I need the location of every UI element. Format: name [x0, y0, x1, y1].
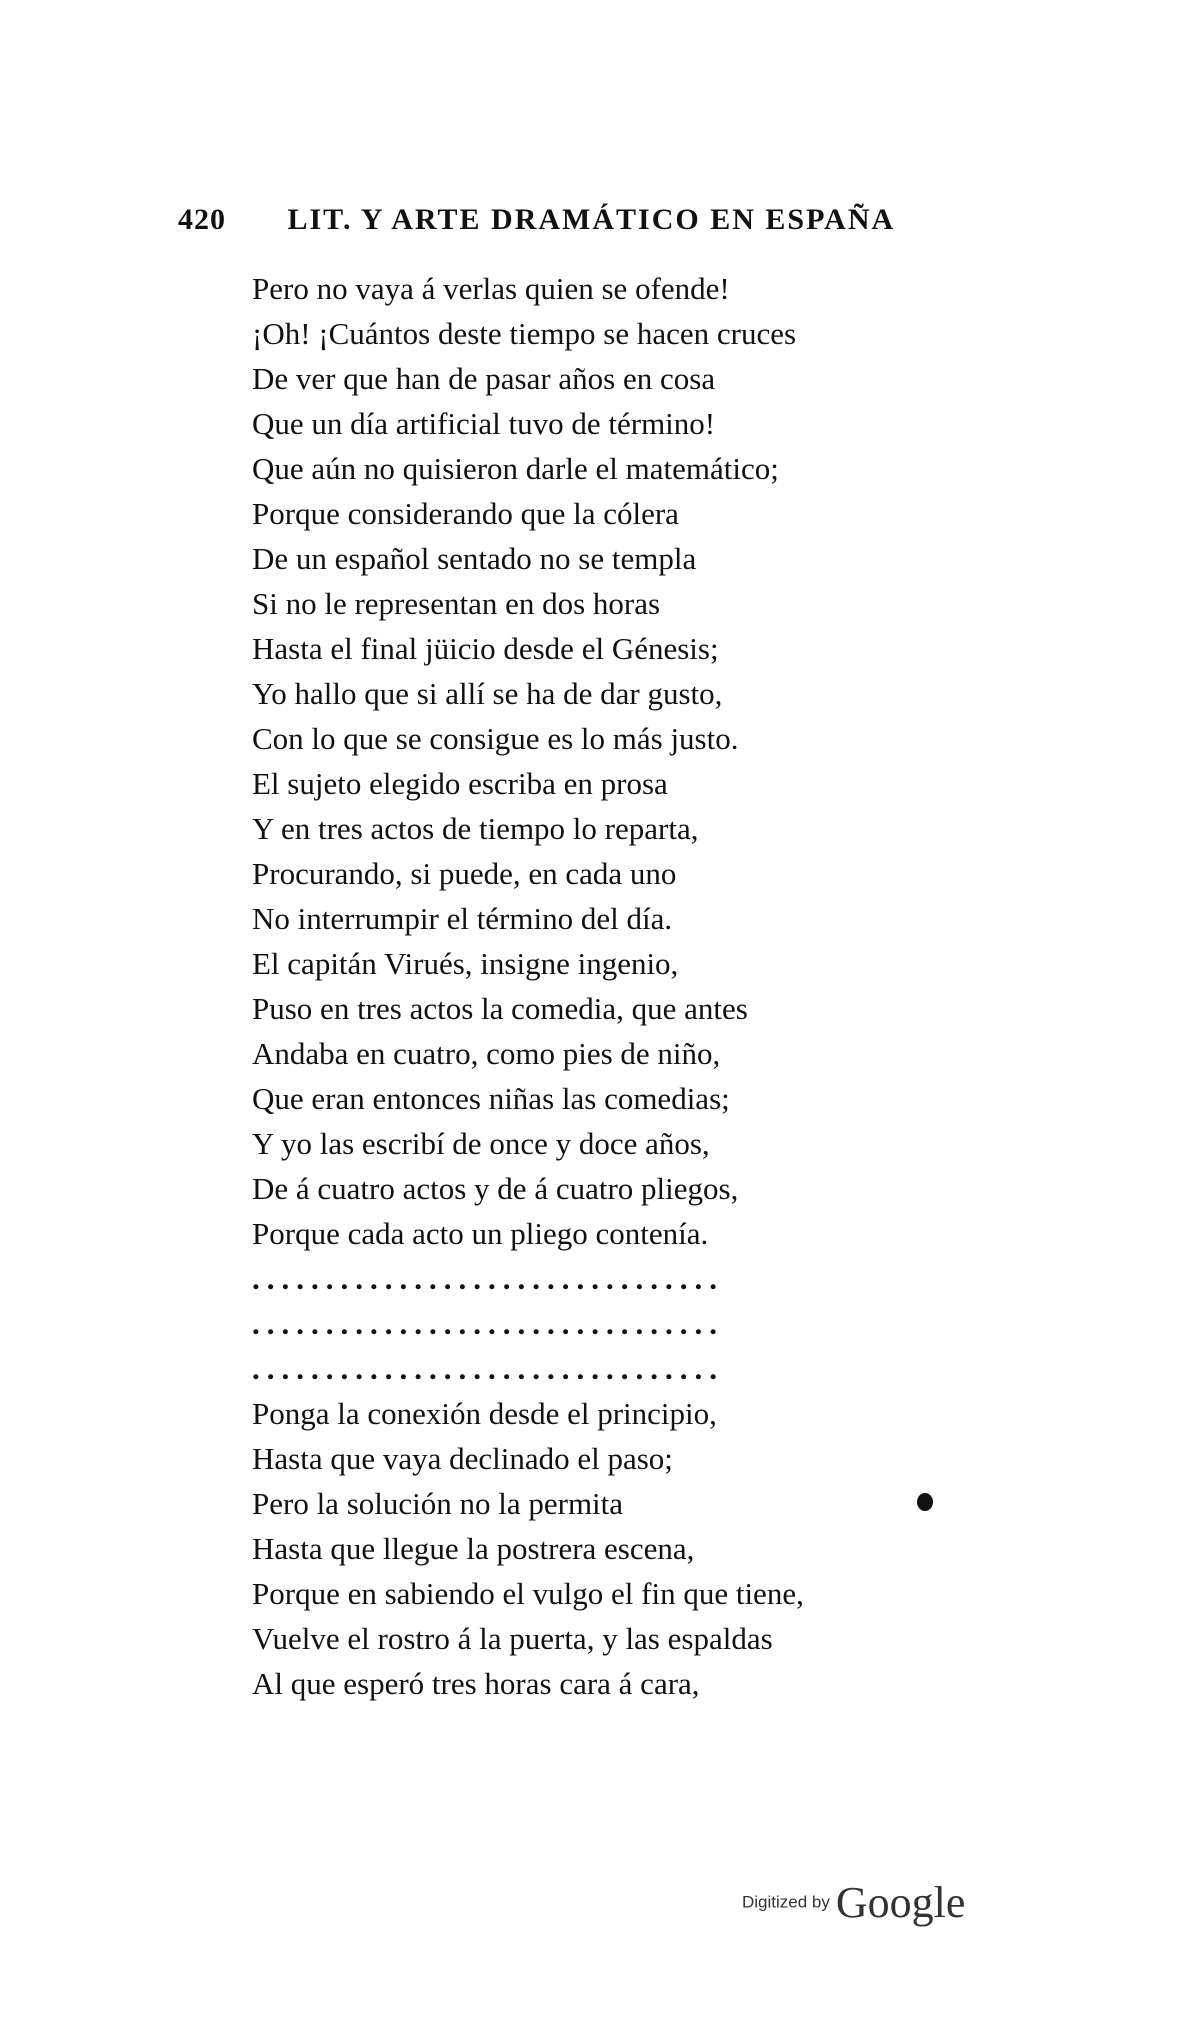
- running-title: LIT. Y ARTE DRAMÁTICO EN ESPAÑA: [287, 203, 896, 236]
- ellipsis-row: ................................: [252, 1306, 724, 1341]
- verse-line: El sujeto elegido escriba en prosa: [252, 766, 668, 801]
- verse-line: Ponga la conexión desde el principio,: [252, 1396, 717, 1431]
- verse-line: Al que esperó tres horas cara á cara,: [252, 1666, 700, 1701]
- verse-line: Hasta que vaya declinado el paso;: [252, 1441, 673, 1476]
- verse-line: Y en tres actos de tiempo lo reparta,: [252, 811, 699, 846]
- running-head: [178, 203, 908, 243]
- ellipsis-row: ................................: [252, 1261, 724, 1296]
- google-logo: Google: [835, 1878, 966, 1927]
- verse-line: Pero la solución no la permita: [252, 1486, 624, 1521]
- verse-line: Puso en tres actos la comedia, que antes: [252, 991, 748, 1026]
- digitized-watermark: [742, 1877, 965, 1928]
- verse-line: Que eran entonces niñas las comedias;: [252, 1081, 730, 1116]
- verse-line: No interrumpir el término del día.: [252, 901, 673, 936]
- verse-line: Que aún no quisieron darle el matemático;: [252, 451, 779, 486]
- verse-line: Procurando, si puede, en cada uno: [252, 856, 677, 891]
- verse-line: El capitán Virués, insigne ingenio,: [252, 946, 679, 981]
- verse-line: ¡Oh! ¡Cuántos deste tiempo se hacen cruces: [252, 316, 797, 351]
- verse-block: [252, 266, 972, 1706]
- verse-line: Si no le representan en dos horas: [252, 586, 661, 621]
- verse-line: Con lo que se consigue es lo más justo.: [252, 721, 739, 756]
- page-number: 420: [178, 203, 226, 236]
- verse-line: De un español sentado no se templa: [252, 541, 697, 576]
- verse-line: Yo hallo que si allí se ha de dar gusto,: [252, 676, 723, 711]
- ink-blot-mark: [917, 1493, 933, 1511]
- verse-line: Y yo las escribí de once y doce años,: [252, 1126, 710, 1161]
- verse-line: Porque en sabiendo el vulgo el fin que tiene,: [252, 1576, 804, 1611]
- ellipsis-row: ................................: [252, 1351, 724, 1386]
- verse-line: De á cuatro actos y de á cuatro pliegos,: [252, 1171, 739, 1206]
- verse-line: Pero no vaya á verlas quien se ofende!: [252, 271, 730, 306]
- verse-line: Vuelve el rostro á la puerta, y las espaldas: [252, 1621, 773, 1656]
- verse-line: De ver que han de pasar años en cosa: [252, 361, 716, 396]
- verse-line: Porque cada acto un pliego contenía.: [252, 1216, 709, 1251]
- verse-line: Porque considerando que la cólera: [252, 496, 679, 531]
- verse-line: Hasta que llegue la postrera escena,: [252, 1531, 695, 1566]
- verse-line: Andaba en cuatro, como pies de niño,: [252, 1036, 721, 1071]
- verse-line: Que un día artificial tuvo de término!: [252, 406, 716, 441]
- digitized-label: Digitized by: [742, 1892, 830, 1912]
- verse-line: Hasta el final jüicio desde el Génesis;: [252, 631, 719, 666]
